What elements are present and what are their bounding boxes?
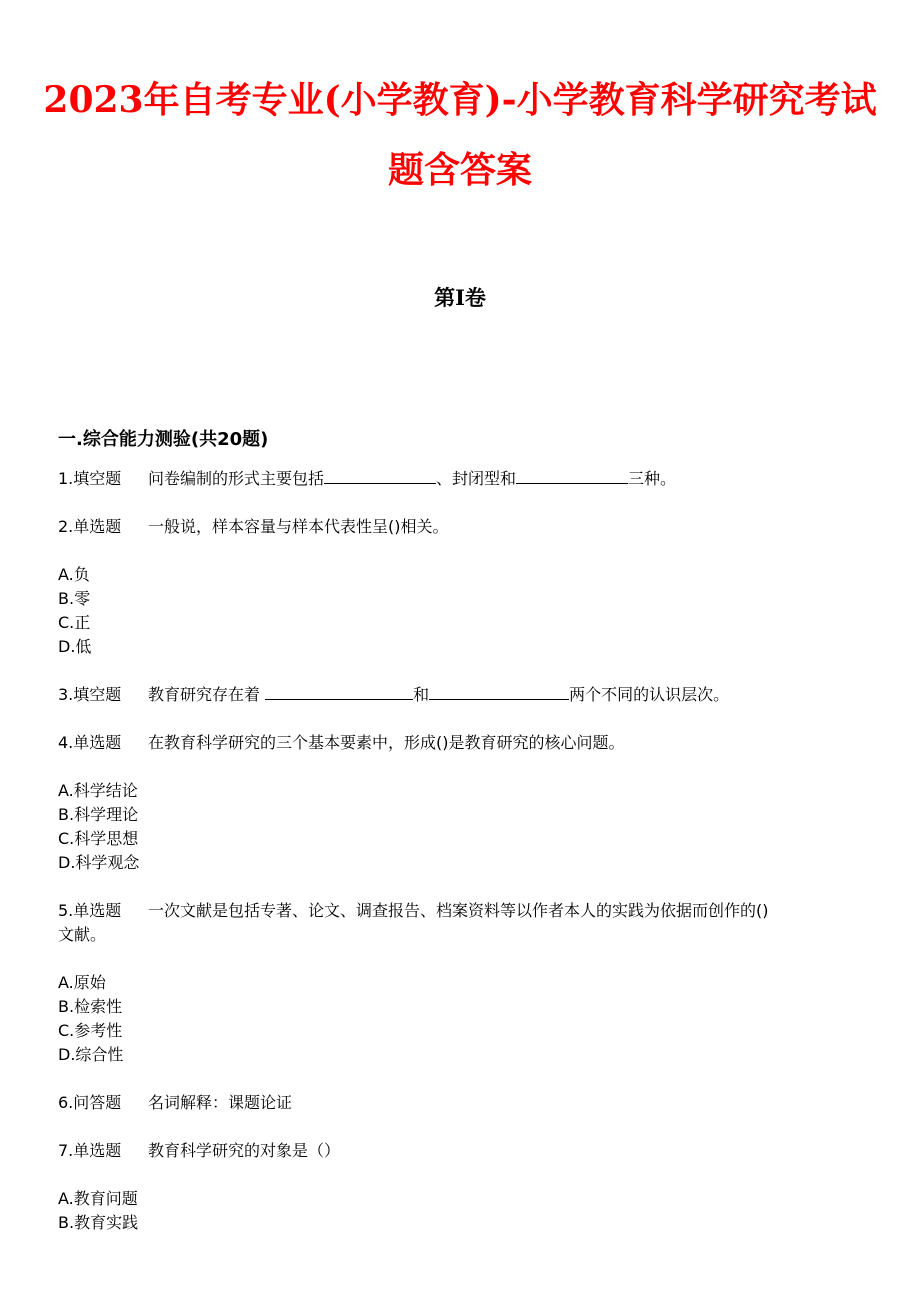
- question-text-continuation: 文献。: [58, 925, 107, 944]
- question-7: [58, 1140, 340, 1162]
- option: A.原始: [58, 973, 106, 992]
- question-4: [58, 732, 625, 754]
- question-3: [58, 684, 729, 706]
- question-text: 一般说，样本容量与样本代表性呈()相关。: [148, 517, 449, 536]
- question-number: 7.单选题: [58, 1141, 122, 1160]
- volume-heading: 第I卷: [434, 285, 486, 310]
- question-text: 名词解释：课题论证: [148, 1093, 293, 1112]
- question-text: 一次文献是包括专著、论文、调查报告、档案资料等以作者本人的实践为依据而创作的(): [148, 901, 769, 920]
- option: C.正: [58, 613, 91, 632]
- answer-blank: [324, 468, 436, 484]
- question-number: 5.单选题: [58, 901, 122, 920]
- document-title-line-2: 题含答案: [387, 149, 532, 191]
- option: B.检索性: [58, 997, 123, 1016]
- option: D.科学观念: [58, 853, 140, 872]
- question-text: 、封闭型和: [436, 469, 517, 488]
- question-text: 两个不同的认识层次。: [569, 685, 730, 704]
- option: D.低: [58, 637, 92, 656]
- question-5: [58, 900, 769, 922]
- question-text: 三种。: [628, 469, 677, 488]
- option: B.教育实践: [58, 1213, 139, 1232]
- option: A.负: [58, 565, 90, 584]
- section-heading: 一.综合能力测验(共20题): [58, 429, 269, 450]
- question-text: 问卷编制的形式主要包括: [148, 469, 325, 488]
- option: D.综合性: [58, 1045, 124, 1064]
- question-number: 4.单选题: [58, 733, 122, 752]
- question-text: 教育研究存在着: [148, 685, 266, 704]
- question-6: [58, 1092, 292, 1114]
- question-text: 在教育科学研究的三个基本要素中，形成()是教育研究的核心问题。: [148, 733, 625, 752]
- question-text: 教育科学研究的对象是（）: [148, 1141, 341, 1160]
- question-1: [58, 468, 676, 490]
- question-number: 1.填空题: [58, 469, 122, 488]
- document-title-line-1: 2023年自考专业(小学教育)-小学教育科学研究考试: [43, 79, 877, 121]
- option: C.参考性: [58, 1021, 123, 1040]
- option: A.教育问题: [58, 1189, 138, 1208]
- question-number: 6.问答题: [58, 1093, 122, 1112]
- answer-blank: [429, 684, 569, 700]
- answer-blank: [265, 684, 413, 700]
- option: A.科学结论: [58, 781, 138, 800]
- question-2: [58, 516, 449, 538]
- option: C.科学思想: [58, 829, 139, 848]
- option: B.零: [58, 589, 91, 608]
- question-number: 2.单选题: [58, 517, 122, 536]
- answer-blank: [516, 468, 628, 484]
- question-number: 3.填空题: [58, 685, 122, 704]
- question-text: 和: [413, 685, 430, 704]
- option: B.科学理论: [58, 805, 139, 824]
